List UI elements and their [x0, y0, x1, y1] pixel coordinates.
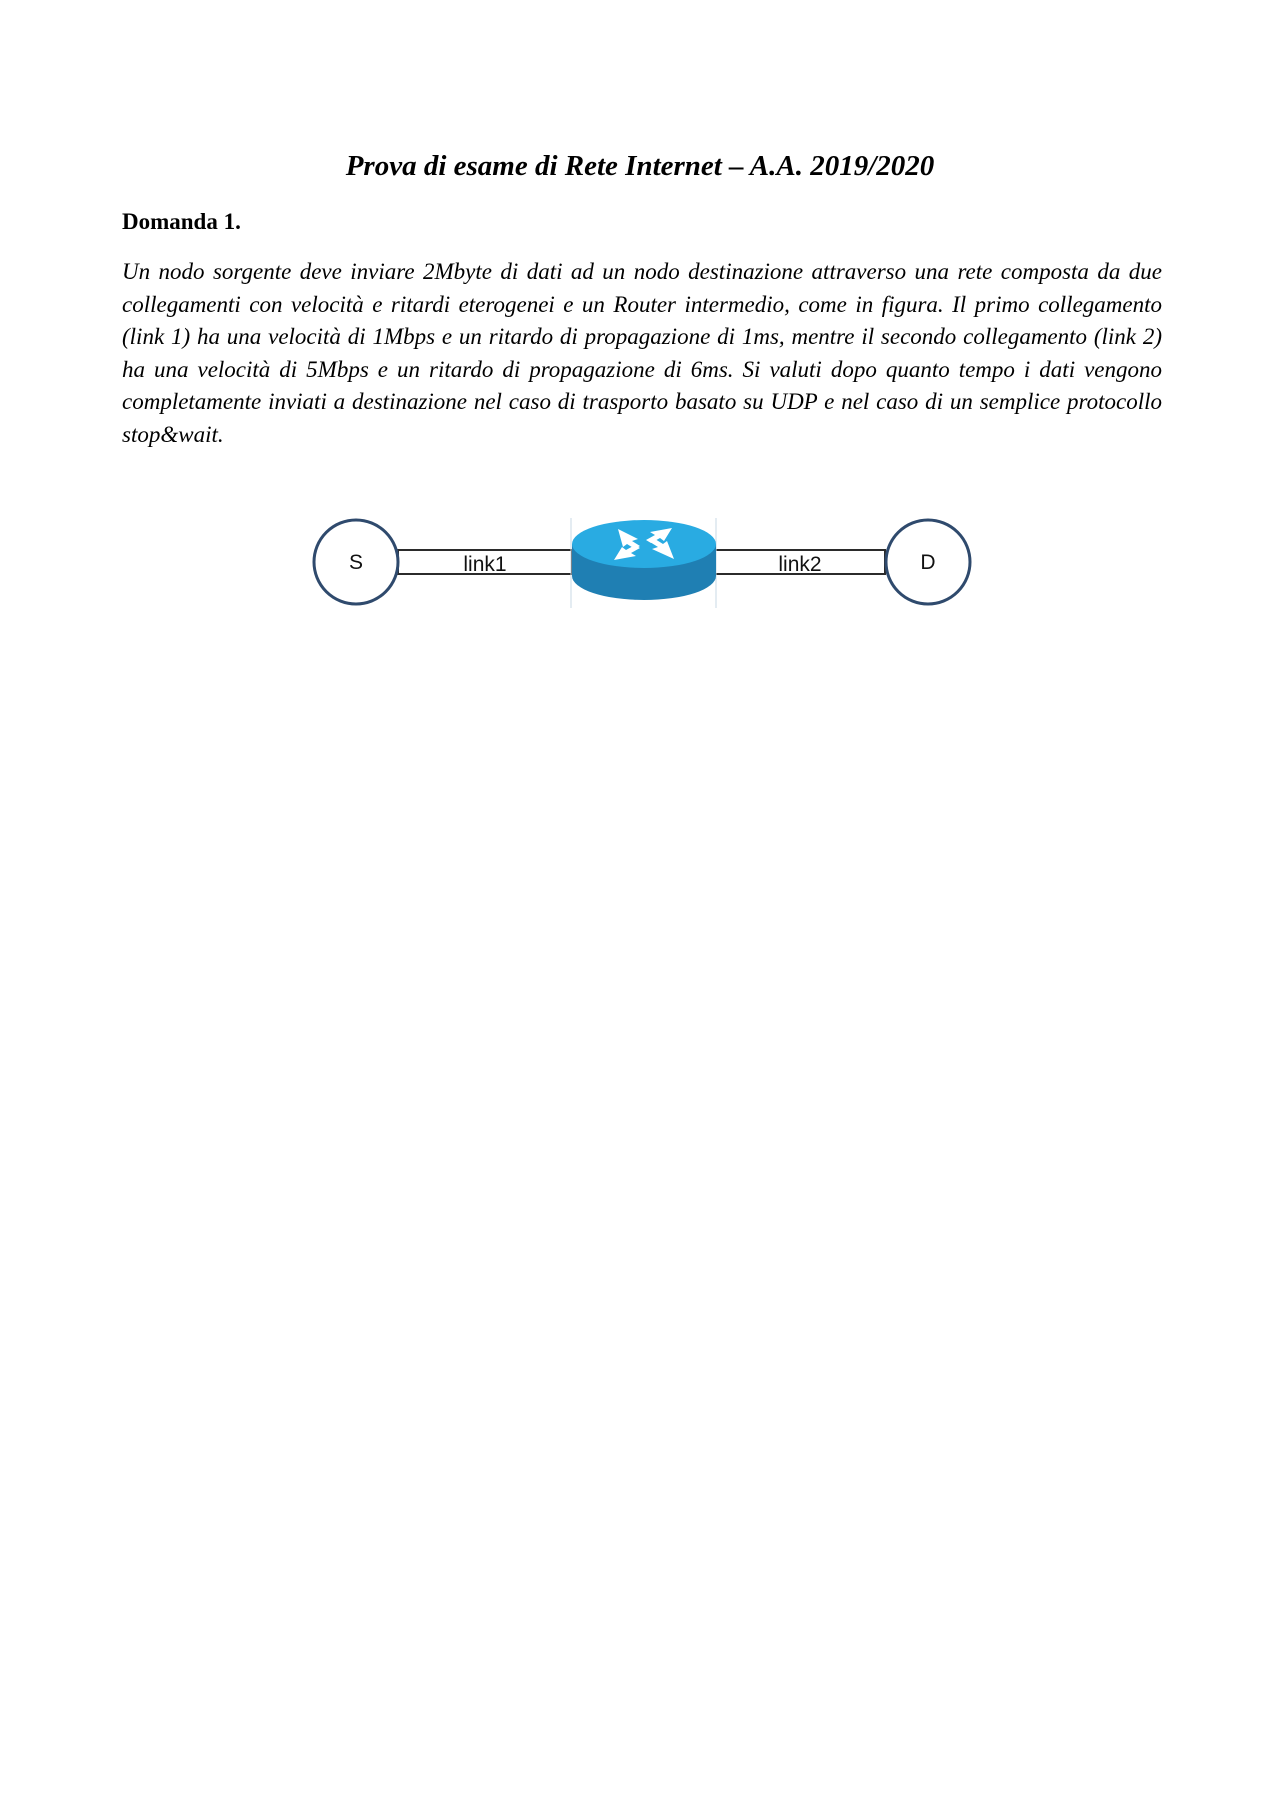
source-node-label: S	[348, 551, 364, 574]
destination-node	[886, 520, 970, 604]
page-title: Prova di esame di Rete Internet – A.A. 2019/2020	[345, 150, 935, 182]
network-diagram-svg	[300, 508, 990, 618]
router-icon	[571, 518, 716, 608]
link2-label: link2	[778, 553, 822, 576]
source-node	[314, 520, 398, 604]
question-heading: Domanda 1.	[122, 209, 241, 234]
destination-node-label: D	[920, 551, 936, 574]
link1-label: link1	[463, 553, 507, 576]
network-diagram	[300, 508, 990, 618]
question-text: Un nodo sorgente deve inviare 2Mbyte di dati ad un nodo destinazione attraverso una rete composta da due collegamenti con velocità e ritardi eterogenei e un Router intermedio, come in figura. Il primo collegamento (link 1) ha una velocità di 1Mbps e un ritardo di propagazione di 1ms, mentre il secondo collegamento (link 2) ha una velocità di 5Mbps e un ritardo di propagazione di 6ms. Si valuti dopo quanto tempo i dati vengono completamente inviati a destinazione nel caso di trasporto basato su UDP e nel caso di un semplice protocollo stop&wait.	[122, 259, 1162, 447]
